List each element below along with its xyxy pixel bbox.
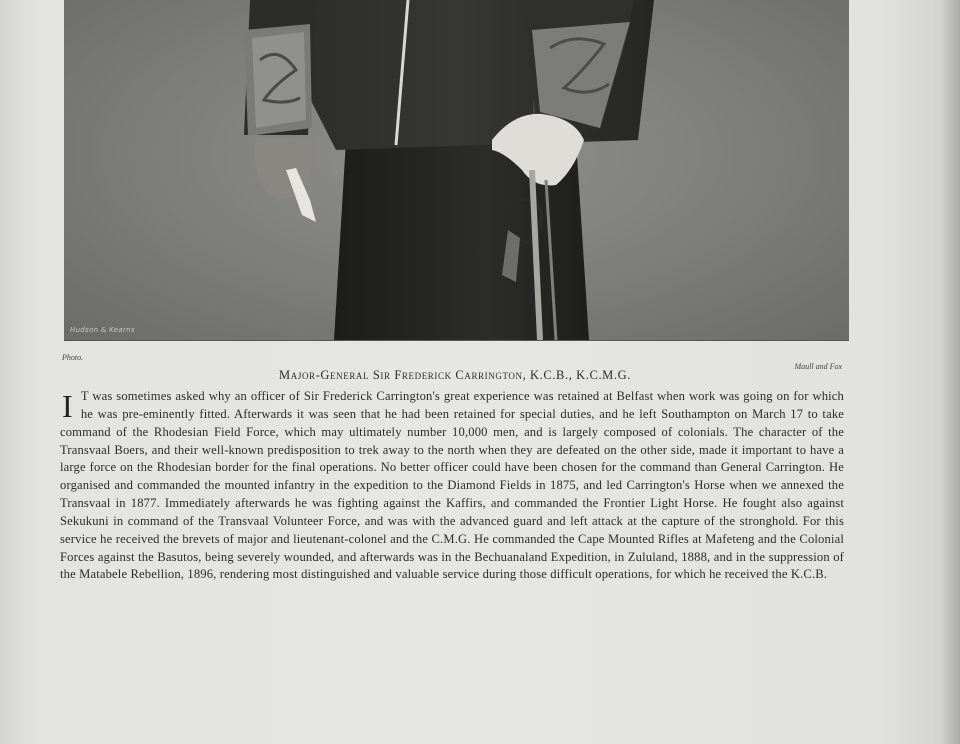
page-spine-shadow xyxy=(940,0,960,744)
article-paragraph: T was sometimes asked why an officer of Sir Frederick Carrington's great experience was retained at Belfast when work was going on for which he was pre-eminently fitted. Afterwards it was seen that he had been retained for special duties, and he left Southampton on March 17 to take command of the Rhodesian Field Force, which may ultimately number 10,000 men, and is largely composed of colonials. The character of the Transvaal Boers, and their well-known predisposition to trek away to the north when they are defeated on the other side, made it important to have a large force on the Rhodesian border for the final operations. No better officer could have been chosen for the command than General Carrington. He organised and commanded the mounted infantry in the expedition to the Diamond Fields in 1875, and led Carrington's Horse when we annexed the Transvaal in 1877. Immediately afterwards he was fighting against the Kaffirs, and commanded the Frontier Light Horse. He fought also against Sekukuni in command of the Transvaal Volunteer Force, and was with the advanced guard and left attack at the capture of the stronghold. For this service he received the brevets of major and lieutenant-colonel and the C.M.G. He commanded the Cape Mounted Rifles at Mafeteng and the Colonial Forces against the Basutos, being severely wounded, and afterwards was in the Bechuanaland Expedition, in Zululand, 1888, and in the suppression of the Matabele Rebellion, 1896, rendering most distinguished and valuable service during those difficult operations, for which he received the K.C.B. xyxy=(60,389,844,582)
photographer-credit: Maull and Fox xyxy=(794,362,842,371)
article-body xyxy=(60,388,844,584)
plate-engraver-credit: Hudson & Kearns xyxy=(70,326,135,334)
photo-label: Photo. xyxy=(62,353,84,362)
portrait-photograph xyxy=(64,0,849,341)
portrait-figure-illustration xyxy=(64,0,849,340)
portrait-caption: Major-General Sir Frederick Carrington, K.C.B., K.C.M.G. xyxy=(279,368,631,382)
drop-cap: I xyxy=(62,388,73,424)
